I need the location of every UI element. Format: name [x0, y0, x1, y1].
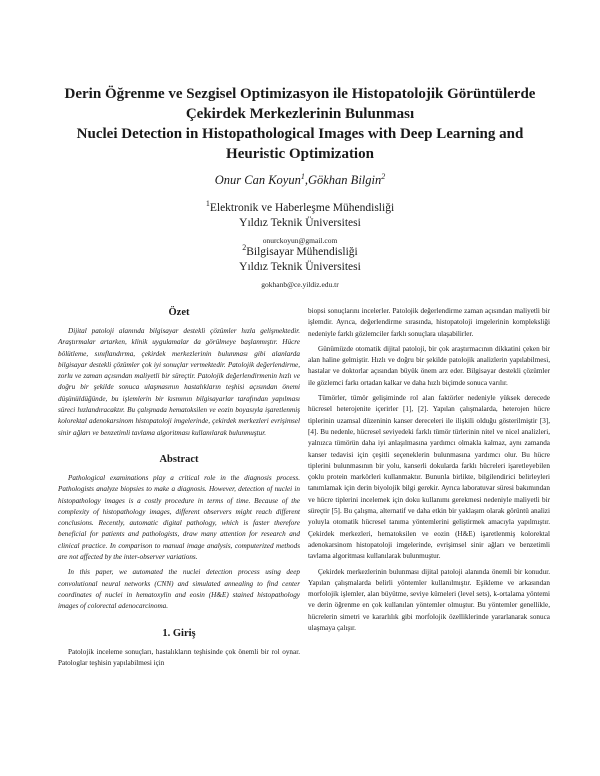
author-line [0, 172, 600, 188]
aff2-univ: Yıldız Teknik Üniversitesi [239, 260, 361, 273]
abstract-heading: Abstract [159, 453, 199, 465]
right-paragraph-2: Günümüzde otomatik dijital patoloji, bir çok araştırmacının dikkatini çeken bir alan haline gelmiştir. Hızlı ve doğru bir şekilde patolojik analizlerin yapılabilmesi, hastalar ve doktorlar açısından büyük önem arz eder. Bilgisayar destekli çözümler ile gözlemci farkı ortadan kalkar ve daha hızlı biçimde sonuca varılır. [308, 344, 550, 387]
abstract-paragraph-1: Pathological examinations play a critical role in the diagnosis process. Pathologists analyze biopsies to make a diagnosis. However, detection of nuclei in histopathology images is a costly procedure in terms of time. Because of the complexity of histopathology images, different observers might reach different conclusions. Recently, automatic digital pathology, which is faster therefore beneficial for patients and pathologists, draw many attention for research and clinical practice. In comparison to manual image analysis, computerized methods are not affected by the inter-observer variations. [58, 473, 300, 562]
title-tr-line1: Derin Öğrenme ve Sezgisel Optimizasyon ile Histopatolojik Görüntülerde [64, 86, 536, 102]
aff1-sup: 1 [205, 199, 210, 208]
right-paragraph-3: Tümörler, tümör gelişiminde rol alan faktörler nedeniyle yüksek derecede hücresel heterojenite içerirler [1], [2]. Yapılan çalışmalarda, heterojen hücre tiplerinin uzamsal düzeninin kanser dereceleri ile ilişkili olduğu gösterilmiştir [3], [4]. Bu nedenle, hücresel seviyedeki farklı tümör türlerinin nitel ve nicel analizleri, yalnızca tümörün daha iyi anlaşılmasına yardımcı olmakla kalmaz, aynı zamanda kanser tedavisi için çeşitli seçeneklerin bulunmasına yardımcı olur. Bu hücre tiplerini bulunmasının bir yolu, kanserli dokularda farklı hücreleri işaretleyebilen çoklu protein markörleri kullanmaktır. Bununla birlikte, bilgilendirici belirleyleri tanımlamak için derin biyolojik bilgi gerekir. Ayrıca laboratuvar süresi bakımından ve hücre tiplerini incelemek için doku kullanımı gerekmesi nedeniyle maliyetli bir süreçtir [5]. Bu çalışma, alternatif ve daha etkin bir yaklaşım olarak görüntü analizi yoluyla otomatik hücresel tanıma yöntemlerini geliştirmek amacıyla yapılmıştır. Çekirdek merkezleri, hematoksilen ve eozin (H&E) işaretlenmiş kolorektal adenokarsinom histopatoloji imgelerinde, evrişimsel sinir ağları ve benzetimli tavlama algoritması kullanılarak bulunmuştur. [308, 394, 550, 561]
affiliation-1 [0, 196, 600, 246]
intro-heading: 1. Giriş [162, 627, 196, 639]
author1-sup: 1 [300, 172, 305, 181]
title-tr-line2: Çekirdek Merkezlerinin Bulunması [185, 106, 415, 122]
intro-paragraph-1: Patolojik inceleme sonuçları, hastalıkların teşhisinde çok önemli bir rol oynar. Patologlar teşhisin yapılabilmesi için [58, 647, 300, 667]
aff2-dept: Bilgisayar Mühendisliği [246, 245, 358, 258]
author2-sup: 2 [381, 172, 386, 181]
aff1-dept: Elektronik ve Haberleşme Mühendisliği [209, 201, 395, 214]
aff2-sup: 2 [242, 243, 247, 252]
author1-name: Onur Can Koyun [214, 173, 301, 188]
abstract-paragraph-2: In this paper, we automated the nuclei detection process using deep convolutional neural networks (CNN) and simulated annealing to find center coordinates of nuclei in hematoxylin and eosin (H&E) stained histopathology images of colorectal adenocarcinoma. [58, 568, 300, 611]
left-column [58, 306, 300, 673]
ozet-paragraph: Dijital patoloji alanında bilgisayar destekli çözümler hızla gelişmektedir. Araştırmalar artarken, klinik uygulamalar da görülmeye başlanmıştır. Hücre bölütleme, sınıflandırma, çekirdek merkezlerinin bulunması gibi alanlarda bilgisayar destekli çözümler çok iyi sonuçlar vermektedir. Patolojik değerlendirme, zorlu ve zaman açısından maliyetli bir süreçtir. Patolojik değerlendirmenin hızlı ve doğru bir şekilde sonuca ulaşmasının hastalıkların teşhisi açısından önemi düşünüldüğünde, bu işlemlerin bir kısmının bilgisayarlar tarafından yapılması süreci hızlandıracaktır. Bu çalışmada hematoksilen ve eozin boyasıyla işaretlenmiş kolorektal adenokarsinom histopatoloji imgelerinde, çekirdek merkezleri evrişimsel sinir ağları ve benzetimli tavlama algoritması kullanılarak bulunmuştur. [58, 327, 300, 437]
title-en-line2: Heuristic Optimization [226, 146, 374, 162]
aff1-univ: Yıldız Teknik Üniversitesi [239, 216, 361, 229]
aff1-email: onurckoyun@gmail.com [262, 235, 338, 245]
author-separator: , [304, 173, 308, 188]
right-paragraph-4: Çekirdek merkezlerinin bulunması dijital patoloji alanında önemli bir konudur. Yapılan çalışmalarda belirli yöntemler kullanılmıştır. Eşikleme ve arkasından morfolojik işlemler, alan büyütme, seviye kümeleri (level sets), k-ortalama yöntemi ve derin öğrenme en çok kullanılan yöntemler olmuştur. Bu yöntemler genellikle, hücrelerin simetri ve kararlılık gibi morfolojik özelliklerinde yararlanarak sonuca ulaşmaya çalışır. [308, 567, 550, 633]
right-paragraph-1: biopsi sonuçlarını incelerler. Patolojik değerlendirme zaman açısından maliyetli bir işlemdir. Ayrıca, değerlendirme sırasında, histopatoloji imgelerinin kompleksliği nedeniyle farklı gözlemciler farklı sonuçlara ulaşabilirler. [308, 307, 550, 338]
affiliation-2 [0, 240, 600, 290]
title-en-line1: Nuclei Detection in Histopathological Images with Deep Learning and [76, 126, 524, 142]
right-column [308, 306, 550, 638]
aff2-email: gokhanb@ce.yildiz.edu.tr [261, 279, 339, 289]
author2-name: Gökhan Bilgin [307, 173, 382, 188]
title-block [40, 84, 560, 164]
ozet-heading: Özet [168, 307, 190, 318]
